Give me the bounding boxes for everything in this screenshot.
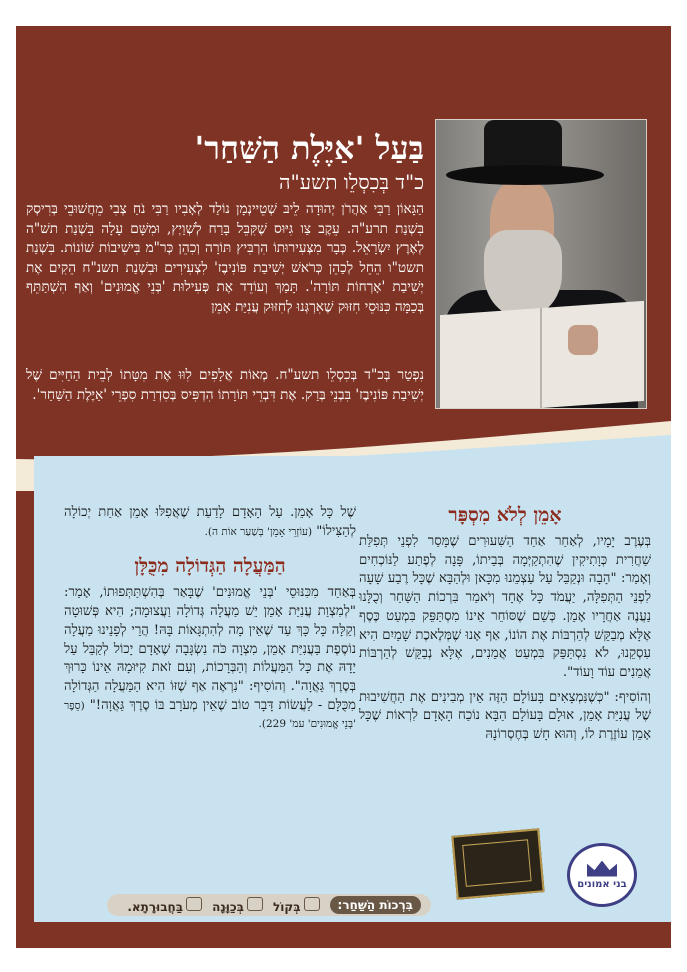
column-right bbox=[359, 504, 651, 751]
column-left bbox=[64, 504, 356, 740]
section-title-amen: אָמֵן לְלֹא מִסְפָּר bbox=[448, 504, 562, 526]
source-citation: (עוֹזְרֵי אָמֵן' בְּשַׁעַר אוֹת ה). bbox=[204, 525, 313, 538]
group-icon bbox=[186, 897, 202, 911]
logo-text: בני אמונים bbox=[577, 878, 627, 890]
section-title-virtue: הַמַּעֲלָה הַגְּדוֹלָה מִכֻּלָּן bbox=[134, 555, 286, 578]
continued-paragraph bbox=[64, 504, 356, 541]
article-subtitle: כ"ד בְּכִסְלֵו תשע"ה bbox=[279, 170, 424, 194]
bottom-band bbox=[16, 922, 671, 948]
section-paragraph bbox=[64, 584, 356, 734]
heart-icon bbox=[247, 897, 263, 911]
lower-content bbox=[16, 26, 671, 948]
megaphone-icon bbox=[304, 897, 320, 911]
section-paragraph: וְהוֹסִיף: "כְּשֶׁנִּמְצָאִים בָּעוֹלָם הַזֶּה אֵין מְבִינִים אֶת הַחֲשִׁיבוּת שֶׁל עֲנִיַּת אָמֵן, אוּלָם בָּעוֹלָם הַבָּא נוֹכַח הָאָדָם לִרְאוֹת שֶׁכָּל אָמֵן עוֹזֶרֶת לוֹ, וְהוּא חָשׁ בְּחֶסְרוֹנָהּ bbox=[359, 689, 651, 743]
footer-item-voice: בְּקוֹל bbox=[273, 897, 320, 914]
bio-paragraph-2: נִפְטַר בְּכ"ד בְּכִסְלֵו תשע"ח. מְאוֹת אֲלָפִים לִוּוּ אֶת מִטָּתוֹ לְבֵית הַחַיִּים שֶׁל יְשִׁיבַת פּוֹנִיבֶז' בִּבְנֵי בְּרַק. אֶת דִּבְרֵי תּוֹרָתוֹ הִדְפִּיס בְּסִדְרַת סִפְרֵי 'אַיֶּלֶת הַשַּׁחַר'. bbox=[26, 367, 424, 403]
article-sheet bbox=[16, 26, 671, 948]
book-image bbox=[451, 828, 544, 899]
section-paragraph: בְּעֶרֶב יָמָיו, לְאַחַר אַחַד הַשִּׁעוּרִים שֶׁמָּסַר לִפְנֵי תְּפִלַּת שַׁחֲרִית כְּוָתִיקִין שֶׁהִתְקַיְּמָה בְּבֵיתוֹ, פָּנָה לְפֶתַע לַנּוֹכְחִים וְאָמַר: "הָבָה וּנְקַבֵּל עַל עַצְמֵנוּ מִכָּאן וּלְהַבָּא שֶׁכָּל רֶבַע שָׁעָה לִפְנֵי הַתְּפִלָּה, יַעֲמֹד כָּל אֶחָד וְיֹאמַר בִּרְכוֹת הַשַּׁחַר וְכֻלָּנוּ נַעֲנֶה אַחֲרָיו אָמֵן. כְּשֵׁם שֶׁסּוֹחֵר אֵינוֹ מִסְתַּפֵּק בִּמְעַט כֶּסֶף אֶלָּא מְבַקֵּשׁ לְהַרְבּוֹת אֶת הוֹנוֹ, אַף אָנוּ שֶׁמְּלֶאכֶת שָׁמַיִם הִיא עִסְקֵנוּ, לֹא נִסְתַּפֵּק בִּמְעַט אֲמֵנִים, אֶלָּא נְבַקֵּשׁ לְהַרְבּוֹת אֲמֵנִים עוֹד וָעוֹד". bbox=[359, 534, 651, 680]
article-title: בַּעַל 'אַיֶּלֶת הַשַּׁחַר' bbox=[194, 129, 424, 167]
section-text: בְּאַחַד מִכִּנּוּסֵי 'בְּנֵי אֱמוּנִים' שֶׁבָּאַר בְּהִשְׁתַּתְּפוּתוֹ, אָמַר: "לְמִצְוַת עֲנִיַּת אָמֵן יֵשׁ מַעֲלָה גְּדוֹלָה וַעֲצוּמָה; הִיא פְּשׁוּטָה וְקַלָּה כָּל כָּךְ עַד שֶׁאֵין מָה לְהִתְגָּאוֹת בָּהּ! הֲרֵי לְפָנֵינוּ מַעֲלָה נוֹסֶפֶת בַּעֲנִיַּת אָמֵן, מִצְוָה כֹּה נִשְׂגָּבָה שֶׁאָדָם יָכוֹל לְקַבֵּל עַל יָדָהּ אֶת כָּל הַמַּעֲלוֹת וְהַבְּרָכוֹת, וְעִם זֹאת קִיּוּמָהּ אֵינוֹ כָּרוּךְ בְּסֶרֶךְ גַּאֲוָה". וְהוֹסִיף: "נִרְאֶה אַף שֶׁזּוֹ הִיא הַמַּעֲלָה הַגְּדוֹלָה מִכֻּלָּם - לַעֲשׂוֹת דָּבָר טוֹב שֶׁאֵין מְעֹרָב בּוֹ סֶרֶךְ גַּאֲוָה!" bbox=[64, 585, 356, 713]
footer-item-group: בַּחֲבוּרָתָא. bbox=[127, 897, 202, 914]
footer-bar bbox=[107, 894, 431, 916]
crown-icon bbox=[587, 861, 617, 877]
bio-paragraph-1: הַגָּאוֹן רַבִּי אַהֲרֹן יְהוּדָה לֵיבּ שְׁטֵיינְמָן נוֹלַד לְאָבִיו רַבִּי נֹחַ צְבִי מֵחֲשׁוּבֵי בְּרִיסְק בִּשְׁנַת תרע"ה. עֵקֶב צַו גִּיּוּס שֶׁקִּבֵּל בָּרַח לְשְׁוַיְץ, וּמִשָּׁם עָלָה בִּשְׁנַת תשׁ"ה לְאֶרֶץ יִשְׂרָאֵל. כְּבָר מִצְּעִירוּתוֹ הִרְבִּיץ תּוֹרָה וְכִהֵן כְּר"מ בִּישִׁיבוֹת שׁוֹנוֹת. בִּשְׁנַת תשט"ו הֵחֵל לְכַהֵן כְּרֹאשׁ יְשִׁיבַת פּוֹנִיבֶז' לִצְעִירִים וּבִשְׁנַת תשנ"ח הֵקִים אֶת יְשִׁיבַת 'אָרְחוֹת תּוֹרָה'. תָּמַךְ וְעוֹדֵד אֶת פְּעִילוּת 'בְּנֵי אֱמוּנִים' וְאַף הִשְׁתַּתֵּף בְּכַמָּה כִּנּוּסֵי חִזּוּק שֶׁאִרְגְּנוּ לְחִזּוּק עֲנִיַּת אָמֵן bbox=[26, 201, 424, 315]
source-citation: (סֵפֶר 'בְּנֵי אֱמוּנִים' עמ' 229). bbox=[64, 699, 356, 731]
footer-lead: בִּרְכוֹת הַשַּׁחַר: bbox=[330, 896, 421, 914]
footer-item-intent: בְּכַוָּנָה bbox=[212, 897, 263, 914]
continued-text: שֶׁל כָּל אָמֵן. עַל הָאָדָם לָדַעַת שֶׁאֲפִלּוּ אָמֵן אַחַת יְכוֹלָה לְהַצִּילוֹ" bbox=[64, 505, 356, 539]
footer bbox=[95, 894, 660, 916]
